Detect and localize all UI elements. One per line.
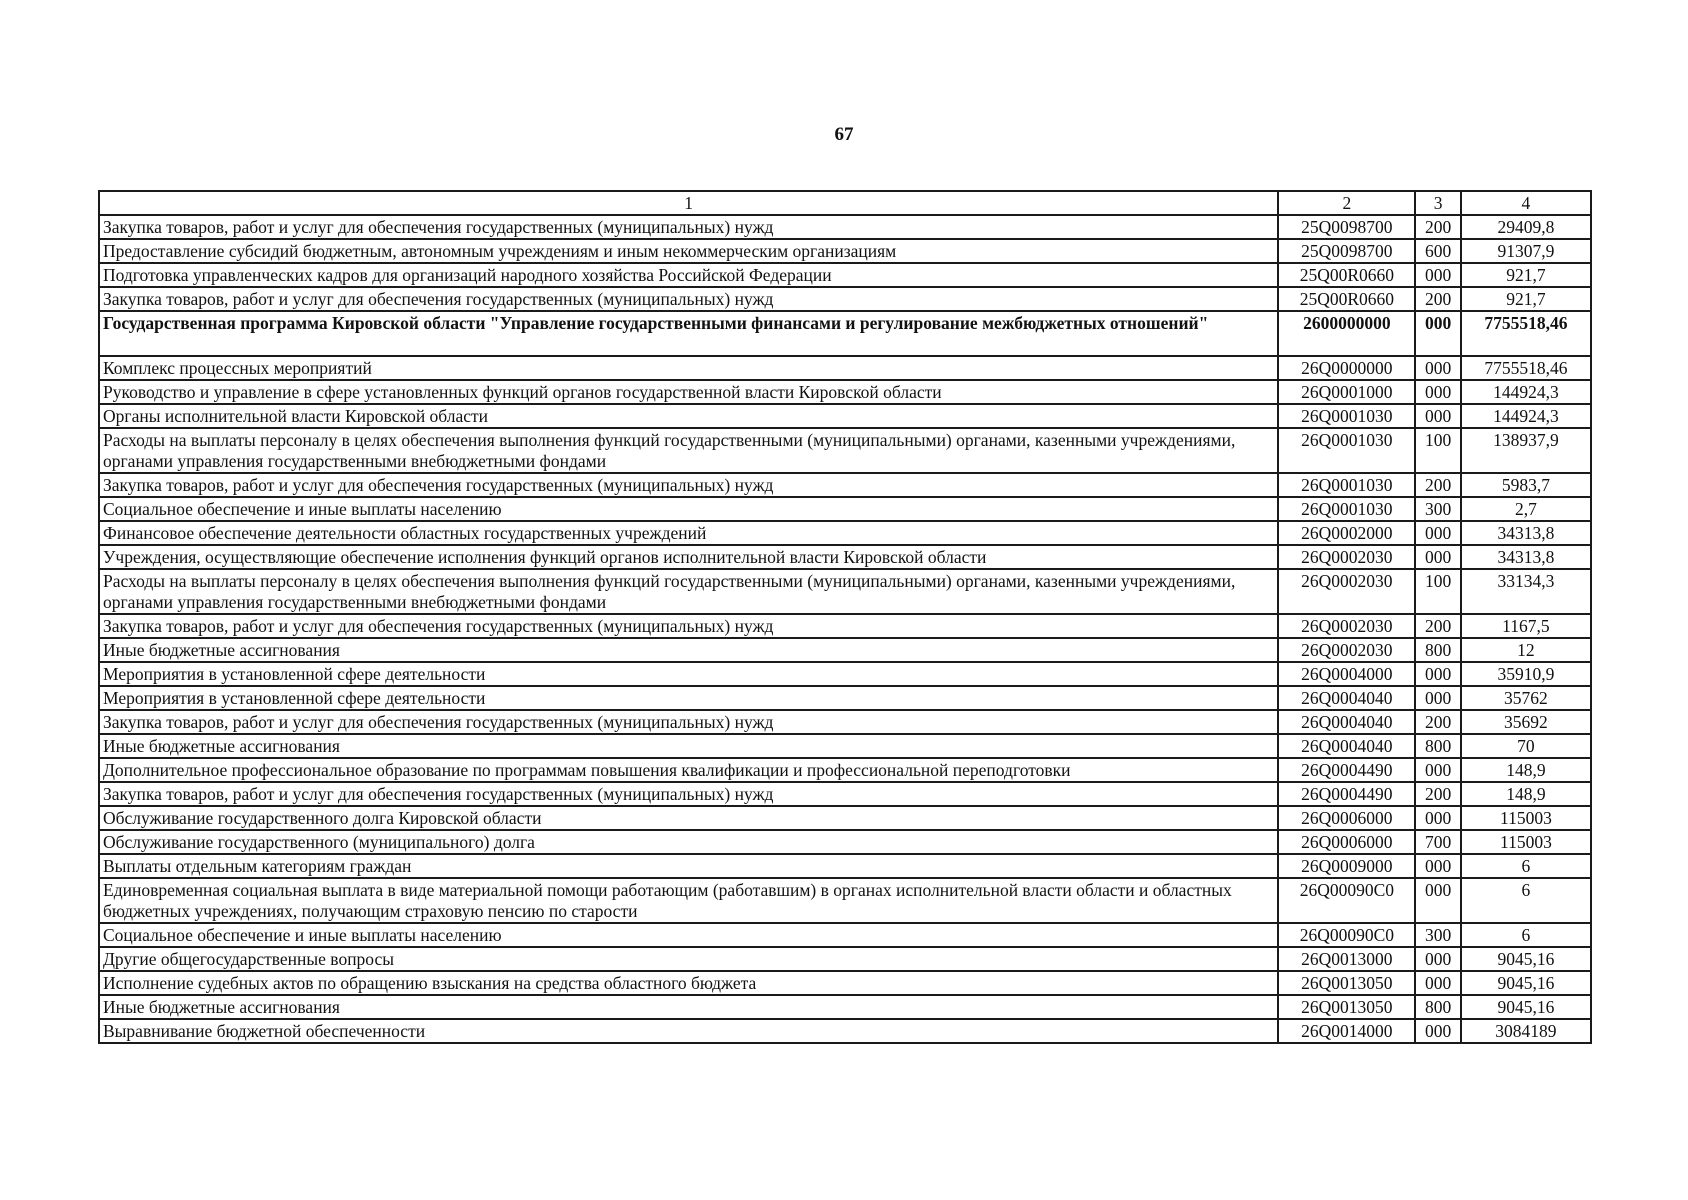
cell-name: Иные бюджетные ассигнования (99, 995, 1278, 1019)
cell-code: 26Q0004490 (1278, 758, 1415, 782)
cell-name: Закупка товаров, работ и услуг для обеспечения государственных (муниципальных) нужд (99, 215, 1278, 239)
cell-code: 26Q0006000 (1278, 806, 1415, 830)
cell-name: Закупка товаров, работ и услуг для обеспечения государственных (муниципальных) нужд (99, 473, 1278, 497)
cell-expense-type: 000 (1415, 971, 1460, 995)
cell-name: Обслуживание государственного (муниципального) долга (99, 830, 1278, 854)
cell-amount: 3084189 (1461, 1019, 1591, 1043)
cell-amount: 35910,9 (1461, 662, 1591, 686)
cell-code: 26Q0004040 (1278, 710, 1415, 734)
header-col-1: 1 (99, 191, 1278, 215)
table-row (99, 569, 1591, 614)
cell-code: 2600000000 (1278, 311, 1415, 356)
cell-name: Закупка товаров, работ и услуг для обеспечения государственных (муниципальных) нужд (99, 710, 1278, 734)
table-body (99, 215, 1591, 1043)
cell-amount: 35692 (1461, 710, 1591, 734)
cell-code: 26Q0014000 (1278, 1019, 1415, 1043)
cell-expense-type: 700 (1415, 830, 1460, 854)
cell-name: Органы исполнительной власти Кировской области (99, 404, 1278, 428)
cell-amount: 5983,7 (1461, 473, 1591, 497)
cell-expense-type: 100 (1415, 428, 1460, 473)
cell-code: 26Q0002030 (1278, 545, 1415, 569)
cell-amount: 1167,5 (1461, 614, 1591, 638)
cell-name: Выплаты отдельным категориям граждан (99, 854, 1278, 878)
cell-amount: 148,9 (1461, 758, 1591, 782)
cell-name: Иные бюджетные ассигнования (99, 734, 1278, 758)
cell-code: 26Q00090C0 (1278, 878, 1415, 923)
cell-code: 26Q0001030 (1278, 473, 1415, 497)
cell-amount: 29409,8 (1461, 215, 1591, 239)
cell-code: 26Q0002030 (1278, 569, 1415, 614)
cell-name: Расходы на выплаты персоналу в целях обеспечения выполнения функций государственными (муниципальными) органами, казенными учреждениями, органами управления государственными внебюджетными фондами (99, 428, 1278, 473)
cell-expense-type: 000 (1415, 854, 1460, 878)
cell-name: Учреждения, осуществляющие обеспечение исполнения функций органов исполнительной власти Кировской области (99, 545, 1278, 569)
table-row (99, 1019, 1591, 1043)
table-row (99, 404, 1591, 428)
table-row (99, 758, 1591, 782)
cell-expense-type: 800 (1415, 995, 1460, 1019)
cell-code: 26Q0002000 (1278, 521, 1415, 545)
cell-amount: 33134,3 (1461, 569, 1591, 614)
cell-code: 25Q0098700 (1278, 239, 1415, 263)
cell-expense-type: 000 (1415, 404, 1460, 428)
cell-code: 26Q0004040 (1278, 734, 1415, 758)
cell-expense-type: 800 (1415, 638, 1460, 662)
cell-name: Мероприятия в установленной сфере деятельности (99, 662, 1278, 686)
cell-code: 26Q0013050 (1278, 995, 1415, 1019)
cell-expense-type: 000 (1415, 521, 1460, 545)
cell-code: 26Q0001030 (1278, 404, 1415, 428)
cell-amount: 115003 (1461, 830, 1591, 854)
cell-expense-type: 100 (1415, 569, 1460, 614)
cell-expense-type: 300 (1415, 497, 1460, 521)
cell-amount: 6 (1461, 878, 1591, 923)
cell-expense-type: 200 (1415, 614, 1460, 638)
cell-expense-type: 600 (1415, 239, 1460, 263)
cell-code: 26Q0002030 (1278, 614, 1415, 638)
cell-name: Государственная программа Кировской области "Управление государственными финансами и регулирование межбюджетных отношений" (99, 311, 1278, 356)
cell-name: Руководство и управление в сфере установленных функций органов государственной власти Кировской области (99, 380, 1278, 404)
cell-code: 26Q00090C0 (1278, 923, 1415, 947)
cell-name: Закупка товаров, работ и услуг для обеспечения государственных (муниципальных) нужд (99, 614, 1278, 638)
cell-code: 26Q0002030 (1278, 638, 1415, 662)
cell-amount: 6 (1461, 854, 1591, 878)
cell-amount: 9045,16 (1461, 947, 1591, 971)
cell-expense-type: 200 (1415, 710, 1460, 734)
cell-code: 26Q0006000 (1278, 830, 1415, 854)
cell-amount: 9045,16 (1461, 971, 1591, 995)
table-row (99, 971, 1591, 995)
cell-code: 26Q0000000 (1278, 356, 1415, 380)
cell-expense-type: 000 (1415, 1019, 1460, 1043)
table-row (99, 263, 1591, 287)
cell-expense-type: 000 (1415, 806, 1460, 830)
cell-expense-type: 300 (1415, 923, 1460, 947)
table-row (99, 614, 1591, 638)
cell-code: 25Q0098700 (1278, 215, 1415, 239)
cell-code: 26Q0013000 (1278, 947, 1415, 971)
cell-name: Подготовка управленческих кадров для организаций народного хозяйства Российской Федерации (99, 263, 1278, 287)
table-row (99, 215, 1591, 239)
cell-code: 26Q0004490 (1278, 782, 1415, 806)
cell-amount: 138937,9 (1461, 428, 1591, 473)
cell-expense-type: 200 (1415, 215, 1460, 239)
table-row (99, 995, 1591, 1019)
cell-expense-type: 200 (1415, 287, 1460, 311)
cell-name: Закупка товаров, работ и услуг для обеспечения государственных (муниципальных) нужд (99, 287, 1278, 311)
cell-name: Единовременная социальная выплата в виде материальной помощи работающим (работавшим) в органах исполнительной власти области и областных бюджетных учреждениях, получающим страховую пенсию по старости (99, 878, 1278, 923)
cell-amount: 6 (1461, 923, 1591, 947)
cell-code: 25Q00R0660 (1278, 263, 1415, 287)
cell-amount: 34313,8 (1461, 521, 1591, 545)
cell-code: 26Q0009000 (1278, 854, 1415, 878)
table-row (99, 428, 1591, 473)
table-header-row (99, 191, 1591, 215)
cell-name: Выравнивание бюджетной обеспеченности (99, 1019, 1278, 1043)
cell-expense-type: 000 (1415, 662, 1460, 686)
cell-amount: 34313,8 (1461, 545, 1591, 569)
cell-amount: 144924,3 (1461, 380, 1591, 404)
table-row (99, 734, 1591, 758)
cell-code: 26Q0001030 (1278, 497, 1415, 521)
cell-name: Финансовое обеспечение деятельности областных государственных учреждений (99, 521, 1278, 545)
table-row (99, 854, 1591, 878)
table-row (99, 380, 1591, 404)
table-row (99, 356, 1591, 380)
table-row (99, 878, 1591, 923)
cell-code: 26Q0004000 (1278, 662, 1415, 686)
table-row (99, 782, 1591, 806)
header-col-3: 3 (1415, 191, 1460, 215)
table-row (99, 662, 1591, 686)
cell-expense-type: 000 (1415, 263, 1460, 287)
cell-code: 26Q0001030 (1278, 428, 1415, 473)
cell-name: Закупка товаров, работ и услуг для обеспечения государственных (муниципальных) нужд (99, 782, 1278, 806)
cell-expense-type: 000 (1415, 758, 1460, 782)
table-row (99, 239, 1591, 263)
cell-name: Комплекс процессных мероприятий (99, 356, 1278, 380)
cell-name: Обслуживание государственного долга Кировской области (99, 806, 1278, 830)
table-row (99, 311, 1591, 356)
cell-amount: 9045,16 (1461, 995, 1591, 1019)
cell-amount: 12 (1461, 638, 1591, 662)
cell-expense-type: 000 (1415, 356, 1460, 380)
cell-name: Мероприятия в установленной сфере деятельности (99, 686, 1278, 710)
cell-name: Предоставление субсидий бюджетным, автономным учреждениям и иным некоммерческим организациям (99, 239, 1278, 263)
table-row (99, 710, 1591, 734)
cell-expense-type: 000 (1415, 686, 1460, 710)
cell-name: Дополнительное профессиональное образование по программам повышения квалификации и профессиональной переподготовки (99, 758, 1278, 782)
cell-amount: 70 (1461, 734, 1591, 758)
table-row (99, 830, 1591, 854)
cell-name: Социальное обеспечение и иные выплаты населению (99, 923, 1278, 947)
table-row (99, 287, 1591, 311)
cell-expense-type: 000 (1415, 311, 1460, 356)
cell-amount: 921,7 (1461, 263, 1591, 287)
cell-code: 26Q0001000 (1278, 380, 1415, 404)
cell-expense-type: 000 (1415, 947, 1460, 971)
table-row (99, 947, 1591, 971)
table-row (99, 521, 1591, 545)
cell-expense-type: 200 (1415, 473, 1460, 497)
table-row (99, 806, 1591, 830)
cell-expense-type: 000 (1415, 380, 1460, 404)
cell-amount: 148,9 (1461, 782, 1591, 806)
cell-name: Социальное обеспечение и иные выплаты населению (99, 497, 1278, 521)
header-col-2: 2 (1278, 191, 1415, 215)
budget-table (98, 190, 1592, 1044)
cell-amount: 7755518,46 (1461, 356, 1591, 380)
table-row (99, 473, 1591, 497)
cell-name: Иные бюджетные ассигнования (99, 638, 1278, 662)
cell-amount: 91307,9 (1461, 239, 1591, 263)
table-row (99, 545, 1591, 569)
cell-amount: 7755518,46 (1461, 311, 1591, 356)
cell-expense-type: 200 (1415, 782, 1460, 806)
table-row (99, 638, 1591, 662)
cell-name: Другие общегосударственные вопросы (99, 947, 1278, 971)
cell-code: 25Q00R0660 (1278, 287, 1415, 311)
table-row (99, 923, 1591, 947)
cell-amount: 115003 (1461, 806, 1591, 830)
cell-expense-type: 000 (1415, 878, 1460, 923)
cell-name: Расходы на выплаты персоналу в целях обеспечения выполнения функций государственными (муниципальными) органами, казенными учреждениями, органами управления государственными внебюджетными фондами (99, 569, 1278, 614)
table-row (99, 497, 1591, 521)
cell-code: 26Q0004040 (1278, 686, 1415, 710)
cell-code: 26Q0013050 (1278, 971, 1415, 995)
cell-name: Исполнение судебных актов по обращению взыскания на средства областного бюджета (99, 971, 1278, 995)
page-number: 67 (834, 124, 854, 145)
table-row (99, 686, 1591, 710)
cell-amount: 2,7 (1461, 497, 1591, 521)
header-col-4: 4 (1461, 191, 1591, 215)
cell-amount: 144924,3 (1461, 404, 1591, 428)
cell-expense-type: 800 (1415, 734, 1460, 758)
cell-amount: 921,7 (1461, 287, 1591, 311)
cell-amount: 35762 (1461, 686, 1591, 710)
cell-expense-type: 000 (1415, 545, 1460, 569)
